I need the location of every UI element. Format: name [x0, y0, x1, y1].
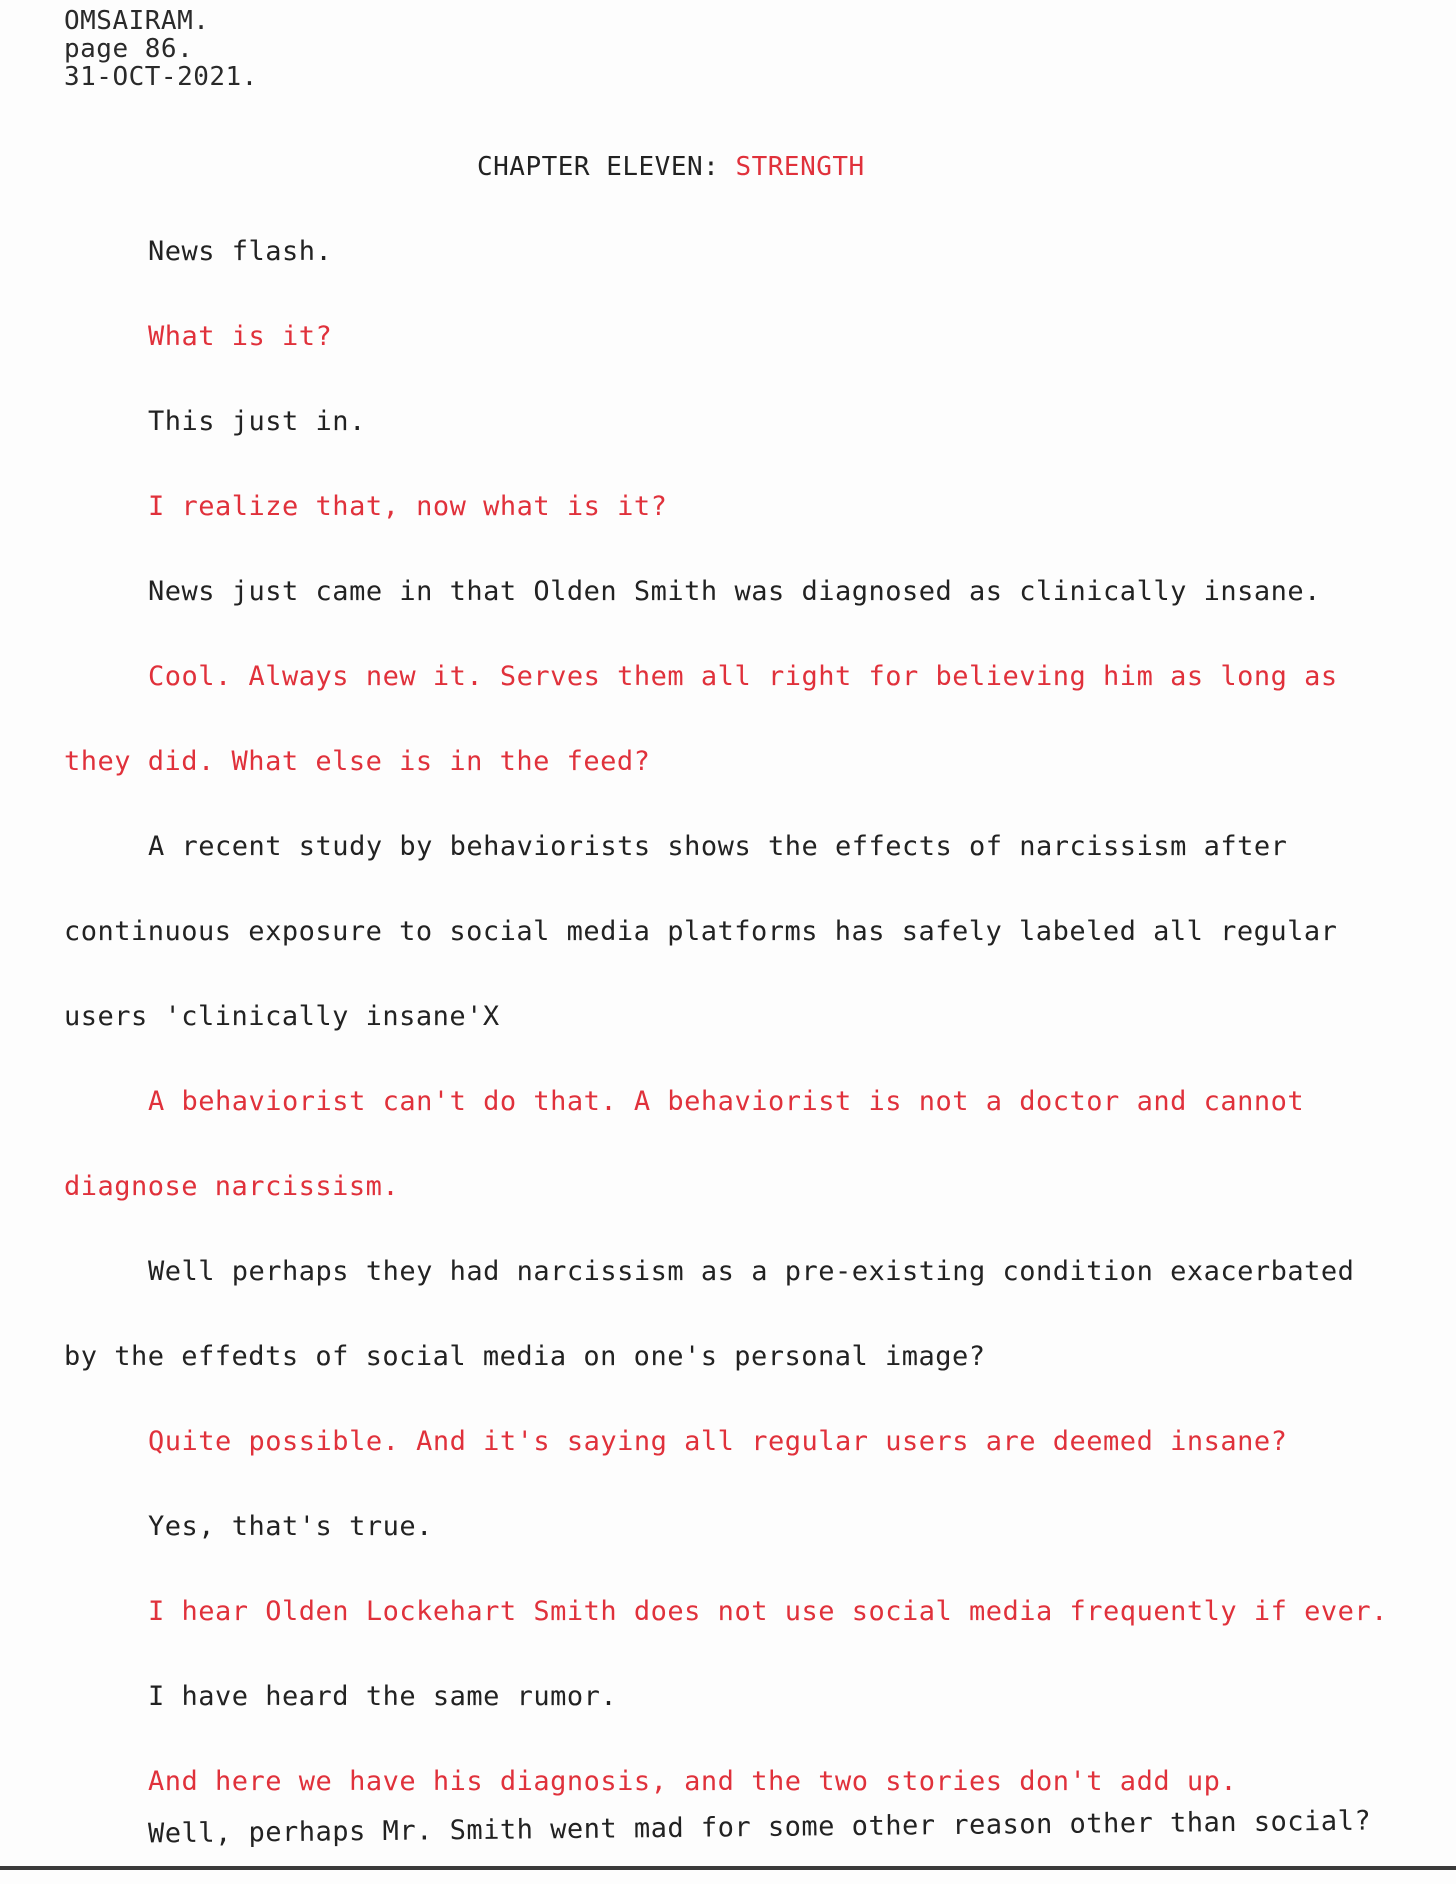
text-line: by the effedts of social media on one's personal image?	[64, 1341, 986, 1372]
text-line: News flash.	[148, 236, 333, 267]
page-bottom-edge	[0, 1866, 1456, 1870]
text-line: I realize that, now what is it?	[148, 491, 668, 522]
text-line: Cool. Always new it. Serves them all right for believing him as long as	[148, 661, 1338, 692]
text-line: I hear Olden Lockehart Smith does not use social media frequently if ever.	[148, 1596, 1388, 1627]
text-line: continuous exposure to social media platforms has safely labeled all regular	[64, 916, 1338, 947]
text-line: What is it?	[148, 321, 333, 352]
text-line: Quite possible. And it's saying all regular users are deemed insane?	[148, 1426, 1288, 1457]
text-line: This just in.	[148, 406, 366, 437]
header-date: 31-OCT-2021.	[64, 62, 258, 92]
text-line: A behaviorist can't do that. A behaviorist is not a doctor and cannot	[148, 1086, 1305, 1117]
text-line: And here we have his diagnosis, and the two stories don't add up.	[148, 1766, 1238, 1797]
header-page-number: page 86.	[64, 34, 194, 64]
chapter-title	[477, 152, 865, 182]
text-line: Yes, that's true.	[148, 1511, 433, 1542]
text-line: diagnose narcissism.	[64, 1171, 400, 1202]
chapter-title-prefix: CHAPTER ELEVEN:	[477, 152, 736, 182]
text-line: A recent study by behaviorists shows the effects of narcissism after	[148, 831, 1288, 862]
text-line: Well perhaps they had narcissism as a pre-existing condition exacerbated	[148, 1256, 1355, 1287]
text-line: I have heard the same rumor.	[148, 1681, 618, 1712]
chapter-title-name: STRENGTH	[735, 152, 865, 182]
text-line: they did. What else is in the feed?	[64, 746, 651, 777]
text-line: users 'clinically insane'X	[64, 1001, 500, 1032]
text-line: News just came in that Olden Smith was diagnosed as clinically insane.	[148, 576, 1321, 607]
text-line: Well, perhaps Mr. Smith went mad for some other reason other than social?	[147, 1805, 1372, 1850]
header-omsairam: OMSAIRAM.	[64, 6, 210, 36]
